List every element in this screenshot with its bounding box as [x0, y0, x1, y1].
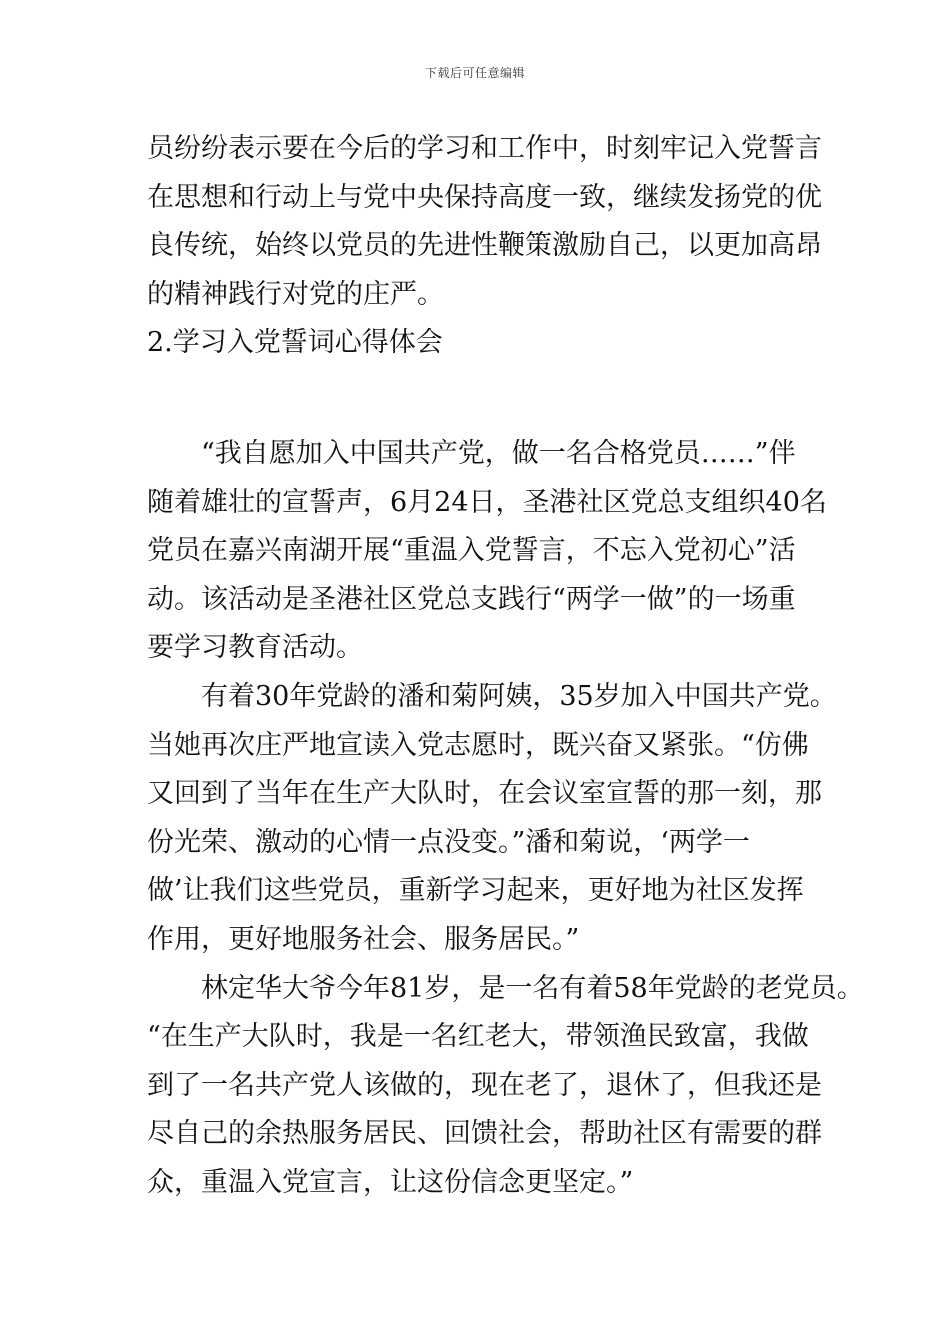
text-line: 份光荣、激动的心情一点没变。”潘和菊说，‘两学一 — [147, 826, 750, 858]
text-line: 要学习教育活动。 — [147, 632, 363, 664]
text-line: 随着雄壮的宣誓声，6月24日，圣港社区党总支组织40名 — [147, 486, 827, 518]
text-line: 尽自己的余热服务居民、回馈社会，帮助社区有需要的群 — [147, 1118, 822, 1150]
text-line: “在生产大队时，我是一名红老大，带领渔民致富，我做 — [147, 1021, 809, 1053]
text-line: 良传统，始终以党员的先进性鞭策激励自己，以更加高昂 — [147, 230, 822, 262]
header-note: 下载后可任意编辑 — [424, 66, 525, 80]
text-line: 做’让我们这些党员，重新学习起来，更好地为社区发挥 — [147, 875, 804, 907]
text-line: 到了一名共产党人该做的，现在老了，退休了，但我还是 — [147, 1069, 822, 1101]
text-line: 有着30年党龄的潘和菊阿姨，35岁加入中国共产党。 — [201, 680, 837, 712]
paragraph-lin-dinghua — [147, 965, 864, 1208]
text-line: 作用，更好地服务社会、服务居民。” — [147, 923, 580, 955]
paragraph-oath — [147, 430, 827, 673]
text-line: 党员在嘉兴南湖开展“重温入党誓言，不忘入党初心”活 — [147, 535, 796, 567]
text-line: 员纷纷表示要在今后的学习和工作中，时刻牢记入党誓言 — [147, 133, 822, 164]
text-line: 当她再次庄严地宣读入党志愿时，既兴奋又紧张。“仿佛 — [147, 729, 809, 761]
intro-paragraph — [147, 125, 822, 368]
text-line: 在思想和行动上与党中央保持高度一致，继续发扬党的优 — [147, 181, 822, 213]
text-line: 众，重温入党宣言，让这份信念更坚定。” — [147, 1166, 634, 1198]
text-line: 动。该活动是圣港社区党总支践行“两学一做”的一场重 — [147, 583, 796, 615]
section-heading: 2.学习入党誓词心得体会 — [147, 327, 443, 359]
text-line: 的精神践行对党的庄严。 — [147, 278, 444, 310]
text-line: “我自愿加入中国共产党，做一名合格党员……”伴 — [201, 438, 796, 469]
article-body — [147, 430, 864, 1208]
paragraph-pan-heju — [147, 673, 837, 965]
text-line: 又回到了当年在生产大队时，在会议室宣誓的那一刻，那 — [147, 778, 822, 810]
text-line: 林定华大爷今年81岁，是一名有着58年党龄的老党员。 — [201, 972, 864, 1004]
